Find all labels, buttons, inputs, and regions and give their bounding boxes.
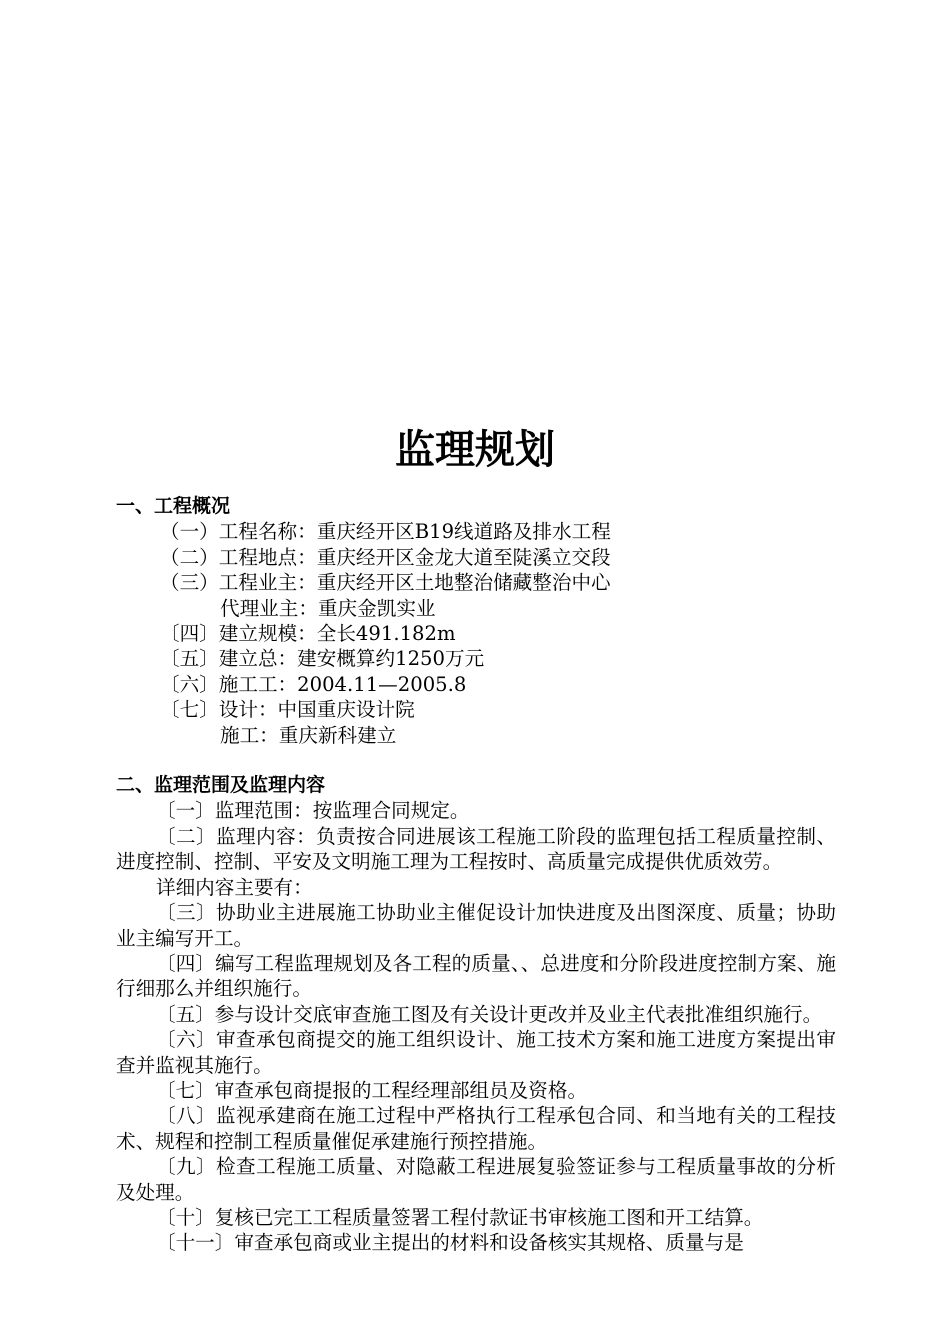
project-name-line: （一）工程名称：重庆经开区B19线道路及排水工程 <box>160 520 611 544</box>
project-owner-line: （三）工程业主：重庆经开区土地整治储藏整治中心 <box>160 571 611 595</box>
paragraph-item-6: 〔六〕审查承包商提交的施工组织设计、施工技术方案和施工进度方案提出审查并监视其施行。 <box>116 1028 836 1077</box>
scale-line: 〔四〕建立规模：全长491.182m <box>160 622 456 646</box>
paragraph-details-intro: 详细内容主要有： <box>156 875 313 899</box>
paragraph-content: 〔二〕监理内容：负责按合同进展该工程施工阶段的监理包括工程质量控制、进度控制、控制、平安及文明施工理为工程按时、高质量完成提供优质效劳。 <box>116 824 836 874</box>
agent-owner-line: 代理业主：重庆金凯实业 <box>220 596 436 620</box>
section-spacer <box>116 748 836 773</box>
project-location-line: （二）工程地点：重庆经开区金龙大道至陡溪立交段 <box>160 545 611 569</box>
paragraph-item-10: 〔十〕复核已完工工程质量签署工程付款证书审核施工图和开工结算。 <box>156 1205 764 1229</box>
paragraph-item-7: 〔七〕审查承包商提报的工程经理部组员及资格。 <box>156 1078 588 1102</box>
design-line: 〔七〕设计：中国重庆设计院 <box>160 698 415 722</box>
construction-line: 施工：重庆新科建立 <box>220 723 397 747</box>
schedule-line: 〔六〕施工工：2004.11—2005.8 <box>160 672 467 696</box>
section-heading-overview: 一、工程概况 <box>116 495 231 517</box>
budget-line: 〔五〕建立总：建安概算约1250万元 <box>160 647 485 671</box>
document-body <box>116 494 836 1256</box>
paragraph-item-5: 〔五〕参与设计交底审查施工图及有关设计更改并及业主代表批准组织施行。 <box>156 1002 823 1026</box>
paragraph-item-3: 〔三〕协助业主进展施工协助业主催促设计加快进度及出图深度、质量；协助业主编写开工。 <box>116 901 836 950</box>
document-title: 监理规划 <box>395 427 555 473</box>
paragraph-item-11: 〔十一〕审查承包商或业主提出的材料和设备核实其规格、质量与是 <box>156 1231 744 1255</box>
section-heading-scope: 二、监理范围及监理内容 <box>116 774 326 797</box>
paragraph-item-9: 〔九〕检查工程施工质量、对隐蔽工程进展复验签证参与工程质量事故的分析及处理。 <box>116 1155 836 1204</box>
paragraph-item-4: 〔四〕编写工程监理规划及各工程的质量、、总进度和分阶段进度控制方案、施行细那么并组织施行。 <box>116 951 836 1001</box>
paragraph-scope: 〔一〕监理范围：按监理合同规定。 <box>156 799 470 823</box>
paragraph-item-8: 〔八〕监视承建商在施工过程中严格执行工程承包合同、和当地有关的工程技术、规程和控制工程质量催促承建施行预控措施。 <box>116 1104 836 1153</box>
